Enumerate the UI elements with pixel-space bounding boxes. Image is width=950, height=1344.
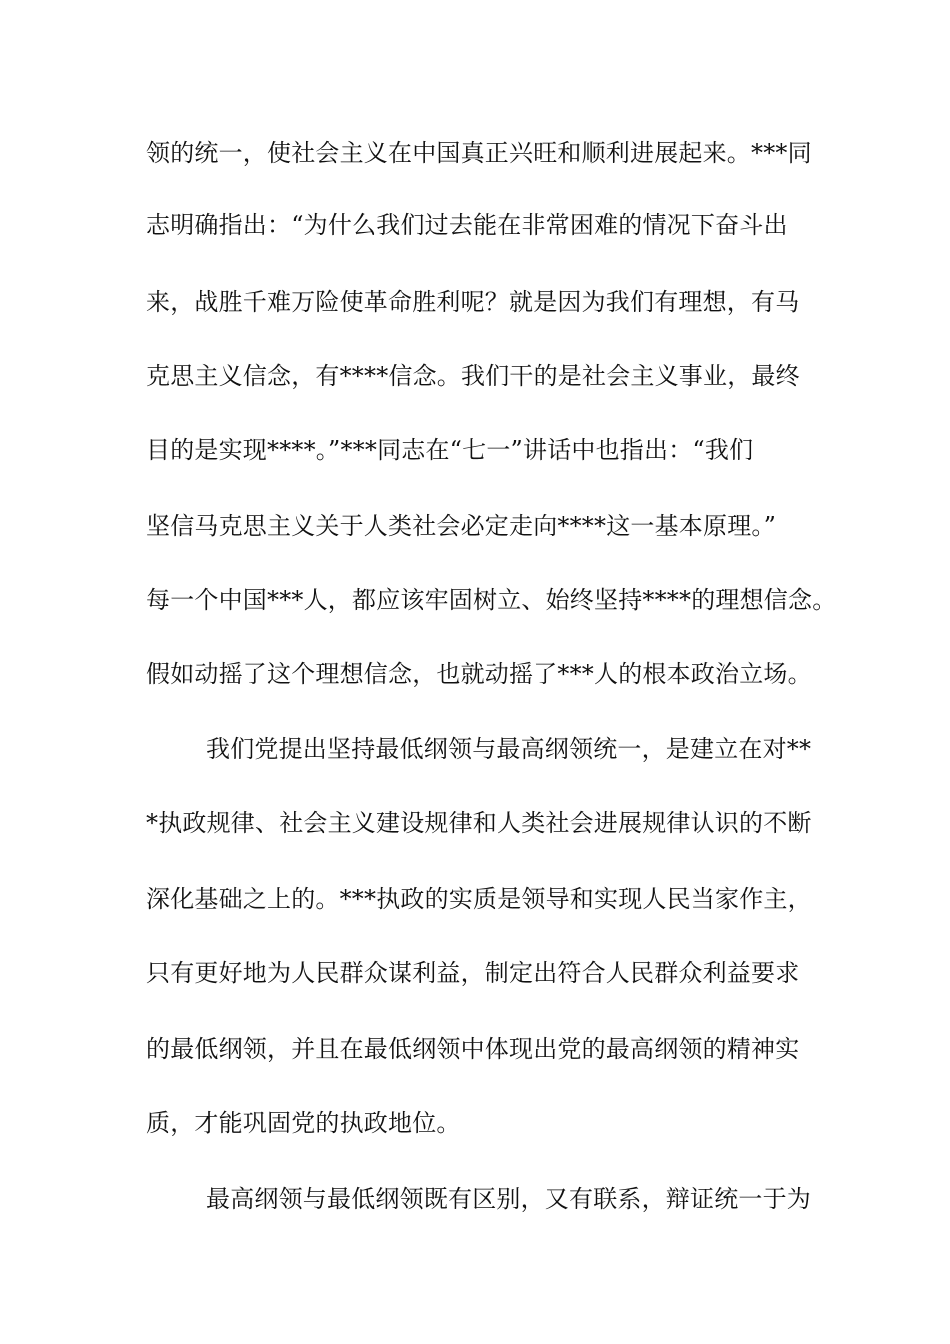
text-line-12: 只有更好地为人民群众谋利益，制定出符合人民群众利益要求 [146,959,800,987]
text-line-4: 克思主义信念，有****信念。我们干的是社会主义事业，最终 [146,362,800,390]
text-line-8: 假如动摇了这个理想信念，也就动摇了***人的根本政治立场。 [146,660,812,688]
text-line-5: 目的是实现****。”***同志在“七一”讲话中也指出：“我们 [146,436,754,464]
text-line-13: 的最低纲领，并且在最低纲领中体现出党的最高纲领的精神实 [146,1035,800,1063]
text-line-7: 每一个中国***人，都应该牢固树立、始终坚持****的理想信念。 [146,586,837,614]
paragraph-start-line: 我们党提出坚持最低纲领与最高纲领统一，是建立在对** [206,735,812,763]
text-line-10: *执政规律、社会主义建设规律和人类社会进展规律认识的不断 [146,809,812,837]
paragraph-start-line: 最高纲领与最低纲领既有区别，又有联系，辩证统一于为 [206,1185,811,1213]
text-line-2: 志明确指出：“为什么我们过去能在非常困难的情况下奋斗出 [146,211,788,239]
text-line-11: 深化基础之上的。***执政的实质是领导和实现人民当家作主， [146,885,812,913]
text-line-1: 领的统一，使社会主义在中国真正兴旺和顺利进展起来。***同 [146,139,812,167]
text-line-3: 来，战胜千难万险使革命胜利呢？就是因为我们有理想，有马 [146,288,800,316]
text-line-6: 坚信马克思主义关于人类社会必定走向****这一基本原理。” [146,512,777,540]
text-line-14: 质，才能巩固党的执政地位。 [146,1109,461,1137]
